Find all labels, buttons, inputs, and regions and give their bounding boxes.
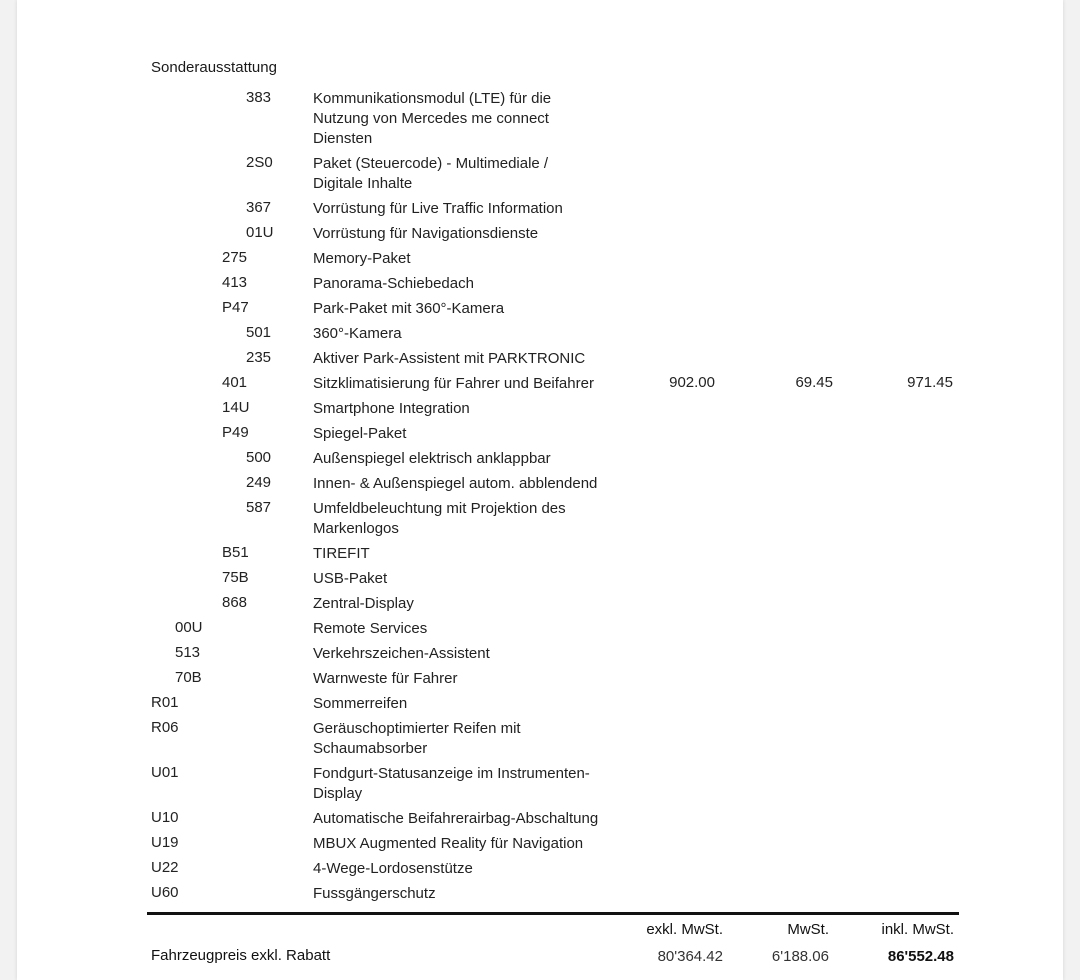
option-description [313, 274, 613, 294]
option-description [313, 884, 613, 904]
option-description [313, 764, 613, 804]
option-description-line: Nutzung von Mercedes me connect [313, 110, 549, 127]
option-code: R01 [151, 694, 179, 711]
option-description-line: Vorrüstung für Live Traffic Information [313, 200, 563, 217]
option-description [313, 859, 613, 879]
option-code: 587 [246, 499, 272, 516]
option-description [313, 449, 613, 469]
option-description [313, 619, 613, 639]
option-description-line: Sitzklimatisierung für Fahrer und Beifahrer [313, 375, 594, 392]
option-description-line: Sommerreifen [313, 695, 408, 712]
option-description [313, 154, 613, 194]
option-description [313, 669, 613, 689]
option-description-line: Fussgängerschutz [313, 885, 436, 902]
option-code: 235 [246, 349, 272, 366]
option-code: 75B [222, 569, 249, 586]
option-description-line: Zentral-Display [313, 595, 414, 612]
option-code: 2S0 [246, 154, 273, 171]
option-description-line: Park-Paket mit 360°-Kamera [313, 300, 505, 317]
option-description [313, 569, 613, 589]
option-description-line: Markenlogos [313, 520, 399, 537]
option-description [313, 374, 613, 394]
option-description-line: USB-Paket [313, 570, 388, 587]
option-description-line: Geräuschoptimierter Reifen mit [313, 720, 521, 737]
option-description-line: Digitale Inhalte [313, 175, 413, 192]
option-description [313, 834, 613, 854]
option-code: P49 [222, 424, 249, 441]
option-description [313, 809, 613, 829]
option-description-line: TIREFIT [313, 545, 370, 562]
option-code: B51 [222, 544, 249, 561]
option-code: U19 [151, 834, 179, 851]
option-code: 249 [246, 474, 272, 491]
option-code: 70B [175, 669, 202, 686]
option-description [313, 199, 613, 219]
option-description-line: Fondgurt-Statusanzeige im Instrumenten- [313, 765, 590, 782]
option-description [313, 499, 613, 539]
option-description [313, 544, 613, 564]
column-header-excl: exkl. MwSt. [646, 921, 723, 938]
option-description [313, 324, 613, 344]
total-divider [147, 912, 959, 915]
option-description [313, 474, 613, 494]
option-description [313, 399, 613, 419]
option-description-line: 360°-Kamera [313, 325, 402, 342]
option-description [313, 594, 613, 614]
option-description [313, 694, 613, 714]
option-code: P47 [222, 299, 249, 316]
option-code: 500 [246, 449, 272, 466]
option-description-line: Kommunikationsmodul (LTE) für die [313, 90, 552, 107]
option-description-line: Display [313, 785, 363, 802]
option-description-line: Memory-Paket [313, 250, 411, 267]
option-code: U60 [151, 884, 179, 901]
option-description-line: Umfeldbeleuchtung mit Projektion des [313, 500, 566, 517]
option-code: 383 [246, 89, 272, 106]
option-description [313, 89, 613, 149]
option-description-line: Außenspiegel elektrisch anklappbar [313, 450, 551, 467]
option-code: 401 [222, 374, 248, 391]
option-description-line: Automatische Beifahrerairbag-Abschaltung [313, 810, 599, 827]
option-code: U10 [151, 809, 179, 826]
option-description-line: Vorrüstung für Navigationsdienste [313, 225, 539, 242]
option-description-line: Paket (Steuercode) - Multimediale / [313, 155, 549, 172]
option-code: 01U [246, 224, 274, 241]
option-description-line: Schaumabsorber [313, 740, 428, 757]
price-vat: 69.45 [795, 374, 833, 391]
option-code: R06 [151, 719, 179, 736]
option-description [313, 349, 613, 369]
option-description-line: Warnweste für Fahrer [313, 670, 458, 687]
option-description [313, 719, 613, 759]
option-code: 513 [175, 644, 201, 661]
column-header-vat: MwSt. [787, 921, 829, 938]
price-incl: 971.45 [907, 374, 953, 391]
section-title: Sonderausstattung [151, 59, 277, 76]
option-description-line: Panorama-Schiebedach [313, 275, 474, 292]
option-description [313, 249, 613, 269]
option-description-line: Smartphone Integration [313, 400, 470, 417]
option-description [313, 424, 613, 444]
option-description [313, 299, 613, 319]
option-description-line: Diensten [313, 130, 373, 147]
option-description-line: Aktiver Park-Assistent mit PARKTRONIC [313, 350, 586, 367]
option-description-line: 4-Wege-Lordosenstütze [313, 860, 473, 877]
option-description [313, 224, 613, 244]
option-code: 00U [175, 619, 203, 636]
option-code: U01 [151, 764, 179, 781]
option-description-line: Remote Services [313, 620, 428, 637]
option-description-line: Verkehrszeichen-Assistent [313, 645, 490, 662]
option-description-line: MBUX Augmented Reality für Navigation [313, 835, 584, 852]
option-code: 868 [222, 594, 248, 611]
total-vat: 6'188.06 [771, 948, 829, 965]
price-excl: 902.00 [669, 374, 715, 391]
total-excl: 80'364.42 [657, 948, 723, 965]
option-code: 275 [222, 249, 248, 266]
total-label: Fahrzeugpreis exkl. Rabatt [151, 947, 331, 964]
option-description-line: Innen- & Außenspiegel autom. abblendend [313, 475, 598, 492]
option-code: U22 [151, 859, 179, 876]
option-code: 367 [246, 199, 272, 216]
total-incl: 86'552.48 [887, 948, 954, 965]
option-description-line: Spiegel-Paket [313, 425, 407, 442]
option-code: 501 [246, 324, 272, 341]
option-description [313, 644, 613, 664]
option-code: 14U [222, 399, 250, 416]
option-code: 413 [222, 274, 248, 291]
column-header-incl: inkl. MwSt. [881, 921, 954, 938]
